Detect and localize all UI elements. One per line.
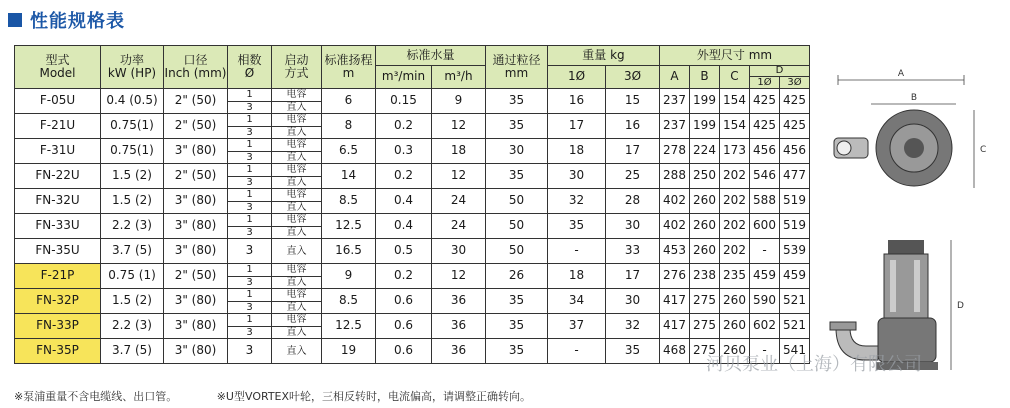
cell-particle: 26 <box>486 264 548 289</box>
cell-C: 202 <box>720 164 750 189</box>
cell-bore: 3" (80) <box>164 289 228 314</box>
cell-B: 275 <box>690 339 720 364</box>
cell-B: 275 <box>690 289 720 314</box>
cell-model: FN-22U <box>15 164 101 189</box>
cell-w1: - <box>548 339 606 364</box>
cell-model: FN-32P <box>15 289 101 314</box>
cell-D1: 546 <box>750 164 780 189</box>
cell-B: 260 <box>690 189 720 214</box>
cell-A: 453 <box>660 239 690 264</box>
col-C: C <box>720 66 750 89</box>
dim-label-b: B <box>910 93 918 103</box>
cell-C: 260 <box>720 339 750 364</box>
table-row <box>15 289 810 314</box>
cell-particle: 35 <box>486 289 548 314</box>
cell-start: 电容 直入 <box>272 139 322 164</box>
cell-phase: 1 3 <box>228 164 272 189</box>
cell-A: 468 <box>660 339 690 364</box>
cell-m3h: 12 <box>432 114 486 139</box>
cell-m3h: 12 <box>432 264 486 289</box>
cell-phase: 3 <box>228 239 272 264</box>
cell-model: FN-33P <box>15 314 101 339</box>
watermark-text: 河贝泵业（上海）有限公司 <box>706 354 922 375</box>
cell-phase: 1 3 <box>228 189 272 214</box>
pump-drawings <box>826 60 1006 380</box>
cell-B: 250 <box>690 164 720 189</box>
cell-model: FN-32U <box>15 189 101 214</box>
cell-m3h: 30 <box>432 239 486 264</box>
cell-m3min: 0.2 <box>376 114 432 139</box>
col-B: B <box>690 66 720 89</box>
cell-D3: 541 <box>780 339 810 364</box>
cell-start: 电容 直入 <box>272 114 322 139</box>
cell-model: F-05U <box>15 89 101 114</box>
cell-w1: 30 <box>548 164 606 189</box>
cell-m3h: 12 <box>432 164 486 189</box>
cell-D3: 519 <box>780 189 810 214</box>
cell-C: 235 <box>720 264 750 289</box>
cell-power: 0.75(1) <box>101 139 164 164</box>
cell-power: 0.75(1) <box>101 114 164 139</box>
cell-D1: 425 <box>750 114 780 139</box>
cell-head: 8.5 <box>322 289 376 314</box>
cell-w1: 18 <box>548 264 606 289</box>
cell-D3: 521 <box>780 289 810 314</box>
cell-C: 260 <box>720 314 750 339</box>
cell-m3h: 24 <box>432 189 486 214</box>
col-power: 功率 kW (HP) <box>101 46 164 89</box>
cell-D3: 519 <box>780 214 810 239</box>
cell-start: 电容 直入 <box>272 214 322 239</box>
cell-phase: 3 <box>228 339 272 364</box>
col-w1: 1Ø <box>548 66 606 89</box>
cell-phase: 1 3 <box>228 264 272 289</box>
cell-m3min: 0.4 <box>376 189 432 214</box>
table-row <box>15 314 810 339</box>
cell-D3: 456 <box>780 139 810 164</box>
cell-D1: 588 <box>750 189 780 214</box>
cell-m3min: 0.5 <box>376 239 432 264</box>
table-row <box>15 114 810 139</box>
table-row <box>15 89 810 114</box>
cell-head: 8 <box>322 114 376 139</box>
cell-phase: 1 3 <box>228 114 272 139</box>
table-row <box>15 339 810 364</box>
cell-power: 0.75 (1) <box>101 264 164 289</box>
cell-D3: 425 <box>780 89 810 114</box>
cell-power: 1.5 (2) <box>101 164 164 189</box>
cell-B: 224 <box>690 139 720 164</box>
cell-power: 3.7 (5) <box>101 239 164 264</box>
cell-w3: 30 <box>606 289 660 314</box>
cell-power: 2.2 (3) <box>101 214 164 239</box>
cell-particle: 35 <box>486 114 548 139</box>
cell-power: 2.2 (3) <box>101 314 164 339</box>
cell-A: 402 <box>660 214 690 239</box>
cell-w3: 28 <box>606 189 660 214</box>
cell-D1: - <box>750 339 780 364</box>
cell-model: F-21U <box>15 114 101 139</box>
cell-w3: 17 <box>606 264 660 289</box>
cell-m3min: 0.3 <box>376 139 432 164</box>
table-row <box>15 214 810 239</box>
col-phase: 相数 Ø <box>228 46 272 89</box>
cell-D1: - <box>750 239 780 264</box>
cell-m3min: 0.2 <box>376 264 432 289</box>
col-weight: 重量 kg <box>548 46 660 66</box>
cell-C: 202 <box>720 239 750 264</box>
cell-bore: 2" (50) <box>164 264 228 289</box>
cell-B: 275 <box>690 314 720 339</box>
cell-w3: 35 <box>606 339 660 364</box>
cell-model: FN-35P <box>15 339 101 364</box>
cell-m3h: 24 <box>432 214 486 239</box>
cell-C: 202 <box>720 189 750 214</box>
col-dims: 外型尺寸 mm <box>660 46 810 66</box>
cell-A: 417 <box>660 314 690 339</box>
cell-A: 402 <box>660 189 690 214</box>
cell-particle: 50 <box>486 239 548 264</box>
cell-w3: 33 <box>606 239 660 264</box>
cell-w3: 32 <box>606 314 660 339</box>
cell-head: 16.5 <box>322 239 376 264</box>
cell-bore: 3" (80) <box>164 139 228 164</box>
cell-m3min: 0.4 <box>376 214 432 239</box>
cell-D3: 521 <box>780 314 810 339</box>
cell-m3h: 18 <box>432 139 486 164</box>
cell-bore: 2" (50) <box>164 89 228 114</box>
cell-head: 9 <box>322 264 376 289</box>
cell-m3h: 36 <box>432 289 486 314</box>
cell-A: 276 <box>660 264 690 289</box>
cell-D1: 602 <box>750 314 780 339</box>
cell-A: 288 <box>660 164 690 189</box>
footnote-weight: ※泵浦重量不含电缆线、出口管。 <box>14 390 178 403</box>
cell-m3h: 36 <box>432 339 486 364</box>
col-start: 启动 方式 <box>272 46 322 89</box>
cell-m3min: 0.6 <box>376 339 432 364</box>
cell-power: 1.5 (2) <box>101 189 164 214</box>
cell-w3: 30 <box>606 214 660 239</box>
cell-phase: 1 3 <box>228 139 272 164</box>
cell-w1: 34 <box>548 289 606 314</box>
cell-phase: 1 3 <box>228 214 272 239</box>
cell-particle: 35 <box>486 314 548 339</box>
col-flow: 标准水量 <box>376 46 486 66</box>
cell-D1: 425 <box>750 89 780 114</box>
col-m3min: m³/min <box>376 66 432 89</box>
col-D: D 1Ø 3Ø <box>750 66 810 89</box>
col-w3: 3Ø <box>606 66 660 89</box>
cell-model: F-21P <box>15 264 101 289</box>
cell-bore: 3" (80) <box>164 214 228 239</box>
cell-w1: 18 <box>548 139 606 164</box>
cell-B: 199 <box>690 114 720 139</box>
cell-particle: 35 <box>486 339 548 364</box>
cell-D3: 459 <box>780 264 810 289</box>
col-m3h: m³/h <box>432 66 486 89</box>
cell-m3h: 9 <box>432 89 486 114</box>
cell-bore: 3" (80) <box>164 339 228 364</box>
cell-B: 238 <box>690 264 720 289</box>
cell-D3: 425 <box>780 114 810 139</box>
cell-w1: 17 <box>548 114 606 139</box>
table-row <box>15 189 810 214</box>
cell-particle: 35 <box>486 164 548 189</box>
col-particle: 通过粒径 mm <box>486 46 548 89</box>
cell-phase: 1 3 <box>228 314 272 339</box>
table-row <box>15 139 810 164</box>
cell-D3: 477 <box>780 164 810 189</box>
cell-m3min: 0.6 <box>376 289 432 314</box>
cell-D3: 539 <box>780 239 810 264</box>
cell-start: 直入 <box>272 239 322 264</box>
cell-bore: 3" (80) <box>164 314 228 339</box>
cell-start: 电容 直入 <box>272 264 322 289</box>
cell-w1: 32 <box>548 189 606 214</box>
footnotes <box>14 388 567 404</box>
cell-A: 237 <box>660 89 690 114</box>
cell-w3: 16 <box>606 114 660 139</box>
cell-power: 3.7 (5) <box>101 339 164 364</box>
cell-C: 260 <box>720 289 750 314</box>
cell-head: 12.5 <box>322 314 376 339</box>
cell-bore: 3" (80) <box>164 239 228 264</box>
cell-bore: 2" (50) <box>164 164 228 189</box>
dim-label-a: A <box>897 69 905 79</box>
cell-start: 直入 <box>272 339 322 364</box>
cell-start: 电容 直入 <box>272 89 322 114</box>
cell-w1: - <box>548 239 606 264</box>
cell-particle: 50 <box>486 214 548 239</box>
table-row <box>15 264 810 289</box>
cell-power: 1.5 (2) <box>101 289 164 314</box>
page-title <box>8 6 125 34</box>
cell-C: 173 <box>720 139 750 164</box>
cell-phase: 1 3 <box>228 89 272 114</box>
footnote-vortex: ※U型VORTEX叶轮，三相反转时，电流偏高，请调整正确转向。 <box>216 390 532 403</box>
cell-D1: 600 <box>750 214 780 239</box>
cell-B: 199 <box>690 89 720 114</box>
cell-head: 12.5 <box>322 214 376 239</box>
cell-C: 154 <box>720 114 750 139</box>
cell-D1: 456 <box>750 139 780 164</box>
cell-m3min: 0.2 <box>376 164 432 189</box>
cell-power: 0.4 (0.5) <box>101 89 164 114</box>
title-text: 性能规格表 <box>30 11 125 32</box>
cell-particle: 50 <box>486 189 548 214</box>
cell-m3h: 36 <box>432 314 486 339</box>
cell-m3min: 0.15 <box>376 89 432 114</box>
col-head: 标准扬程 m <box>322 46 376 89</box>
cell-particle: 35 <box>486 89 548 114</box>
cell-head: 14 <box>322 164 376 189</box>
cell-w3: 25 <box>606 164 660 189</box>
cell-head: 6.5 <box>322 139 376 164</box>
cell-w1: 37 <box>548 314 606 339</box>
cell-C: 154 <box>720 89 750 114</box>
cell-head: 19 <box>322 339 376 364</box>
cell-D1: 459 <box>750 264 780 289</box>
cell-w3: 15 <box>606 89 660 114</box>
cell-A: 237 <box>660 114 690 139</box>
cell-model: F-31U <box>15 139 101 164</box>
cell-D1: 590 <box>750 289 780 314</box>
cell-w1: 35 <box>548 214 606 239</box>
cell-particle: 30 <box>486 139 548 164</box>
cell-w3: 17 <box>606 139 660 164</box>
dim-label-c: C <box>980 145 987 155</box>
cell-m3min: 0.6 <box>376 314 432 339</box>
col-bore: 口径 Inch (mm) <box>164 46 228 89</box>
title-square-icon <box>8 13 22 27</box>
cell-phase: 1 3 <box>228 289 272 314</box>
cell-head: 6 <box>322 89 376 114</box>
spec-table <box>14 45 810 364</box>
cell-bore: 3" (80) <box>164 189 228 214</box>
col-A: A <box>660 66 690 89</box>
cell-C: 202 <box>720 214 750 239</box>
cell-start: 电容 直入 <box>272 189 322 214</box>
cell-A: 278 <box>660 139 690 164</box>
table-row <box>15 164 810 189</box>
cell-start: 电容 直入 <box>272 164 322 189</box>
cell-B: 260 <box>690 239 720 264</box>
cell-start: 电容 直入 <box>272 289 322 314</box>
cell-head: 8.5 <box>322 189 376 214</box>
col-model: 型式 Model <box>15 46 101 89</box>
table-row <box>15 239 810 264</box>
dim-label-d: D <box>957 301 964 311</box>
cell-w1: 16 <box>548 89 606 114</box>
cell-bore: 2" (50) <box>164 114 228 139</box>
cell-B: 260 <box>690 214 720 239</box>
cell-A: 417 <box>660 289 690 314</box>
cell-model: FN-33U <box>15 214 101 239</box>
cell-model: FN-35U <box>15 239 101 264</box>
cell-start: 电容 直入 <box>272 314 322 339</box>
